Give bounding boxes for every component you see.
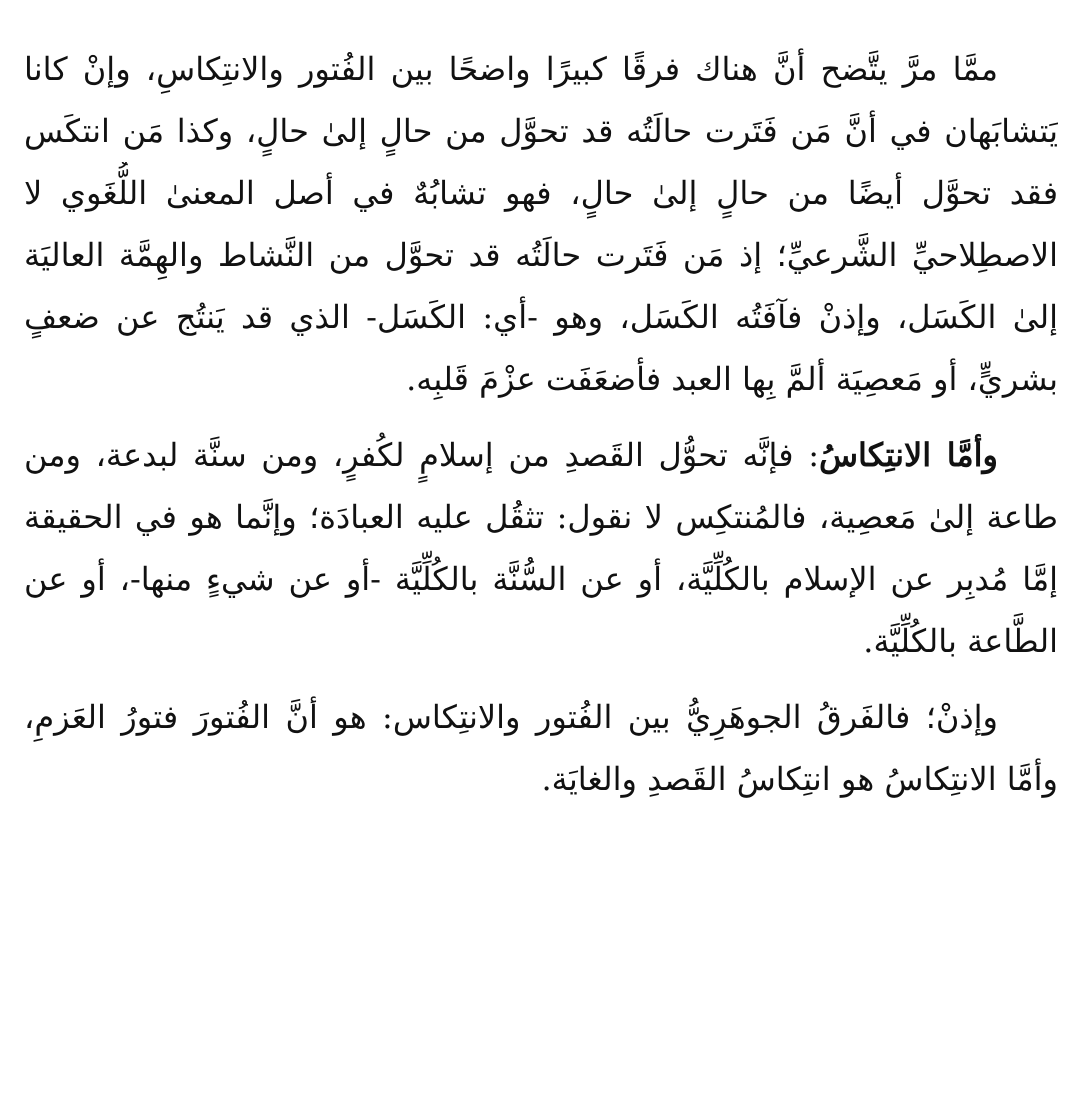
paragraph xyxy=(24,424,1058,672)
text-line xyxy=(24,748,1058,810)
line-text: ممَّا مرَّ يتَّضح أنَّ هناك فرقًا كبيرًا واضحًا بين الفُتور والانتِكاسِ، وإنْ كانا xyxy=(24,50,998,88)
line-text: إمَّا مُدبِر عن الإسلام بالكُلِّيَّة، أو عن السُّنَّة بالكُلِّيَّة -أو عن شيءٍ منها-، أو عن xyxy=(24,560,1058,598)
paragraph xyxy=(24,38,1058,410)
line-text: الاصطِلاحيِّ الشَّرعيِّ؛ إذ مَن فَتَرت حالَتُه قد تحوَّل من النَّشاط والهِمَّة العاليَة xyxy=(24,236,1058,274)
document-body xyxy=(24,38,1058,810)
line-text: طاعة إلىٰ مَعصِية، فالمُنتكِس لا نقول: تثقُل عليه العبادَة؛ وإنَّما هو في الحقيقة xyxy=(24,498,1058,536)
text-line xyxy=(24,686,1058,748)
line-text: بشريٍّ، أو مَعصِيَة ألمَّ بِها العبد فأضعَفَت عزْمَ قَلبِه. xyxy=(406,360,1058,398)
text-line xyxy=(24,548,1058,610)
line-text: فقد تحوَّل أيضًا من حالٍ إلىٰ حالٍ، فهو تشابُهٌ في أصل المعنىٰ اللُّغَوي لا xyxy=(24,174,1058,212)
line-text: : فإنَّه تحوُّل القَصدِ من إسلامٍ لكُفرٍ، ومن سنَّة لبدعة، ومن xyxy=(24,436,819,474)
text-line xyxy=(24,100,1058,162)
text-line xyxy=(24,224,1058,286)
text-line xyxy=(24,610,1058,672)
line-text: يَتشابَهان في أنَّ مَن فَتَرت حالَتُه قد تحوَّل من حالٍ إلىٰ حالٍ، وكذا مَن انتكَس xyxy=(24,112,1058,150)
text-line xyxy=(24,38,1058,100)
text-line xyxy=(24,424,1058,486)
text-line xyxy=(24,162,1058,224)
text-line xyxy=(24,286,1058,348)
text-line xyxy=(24,486,1058,548)
text-line xyxy=(24,348,1058,410)
line-text: إلىٰ الكَسَل، وإذنْ فآفَتُه الكَسَل، وهو -أي: الكَسَل- الذي قد يَنتُج عن ضعفٍ xyxy=(24,298,1058,336)
line-text: الطَّاعة بالكُلِّيَّة. xyxy=(863,622,1058,660)
lead-term: وأمَّا الانتِكاسُ xyxy=(818,436,999,474)
line-text: وأمَّا الانتِكاسُ هو انتِكاسُ القَصدِ والغايَة. xyxy=(541,760,1058,798)
paragraph xyxy=(24,686,1058,810)
line-text: وإذنْ؛ فالفَرقُ الجوهَرِيُّ بين الفُتور والانتِكاس: هو أنَّ الفُتورَ فتورُ العَزمِ، xyxy=(24,698,998,736)
